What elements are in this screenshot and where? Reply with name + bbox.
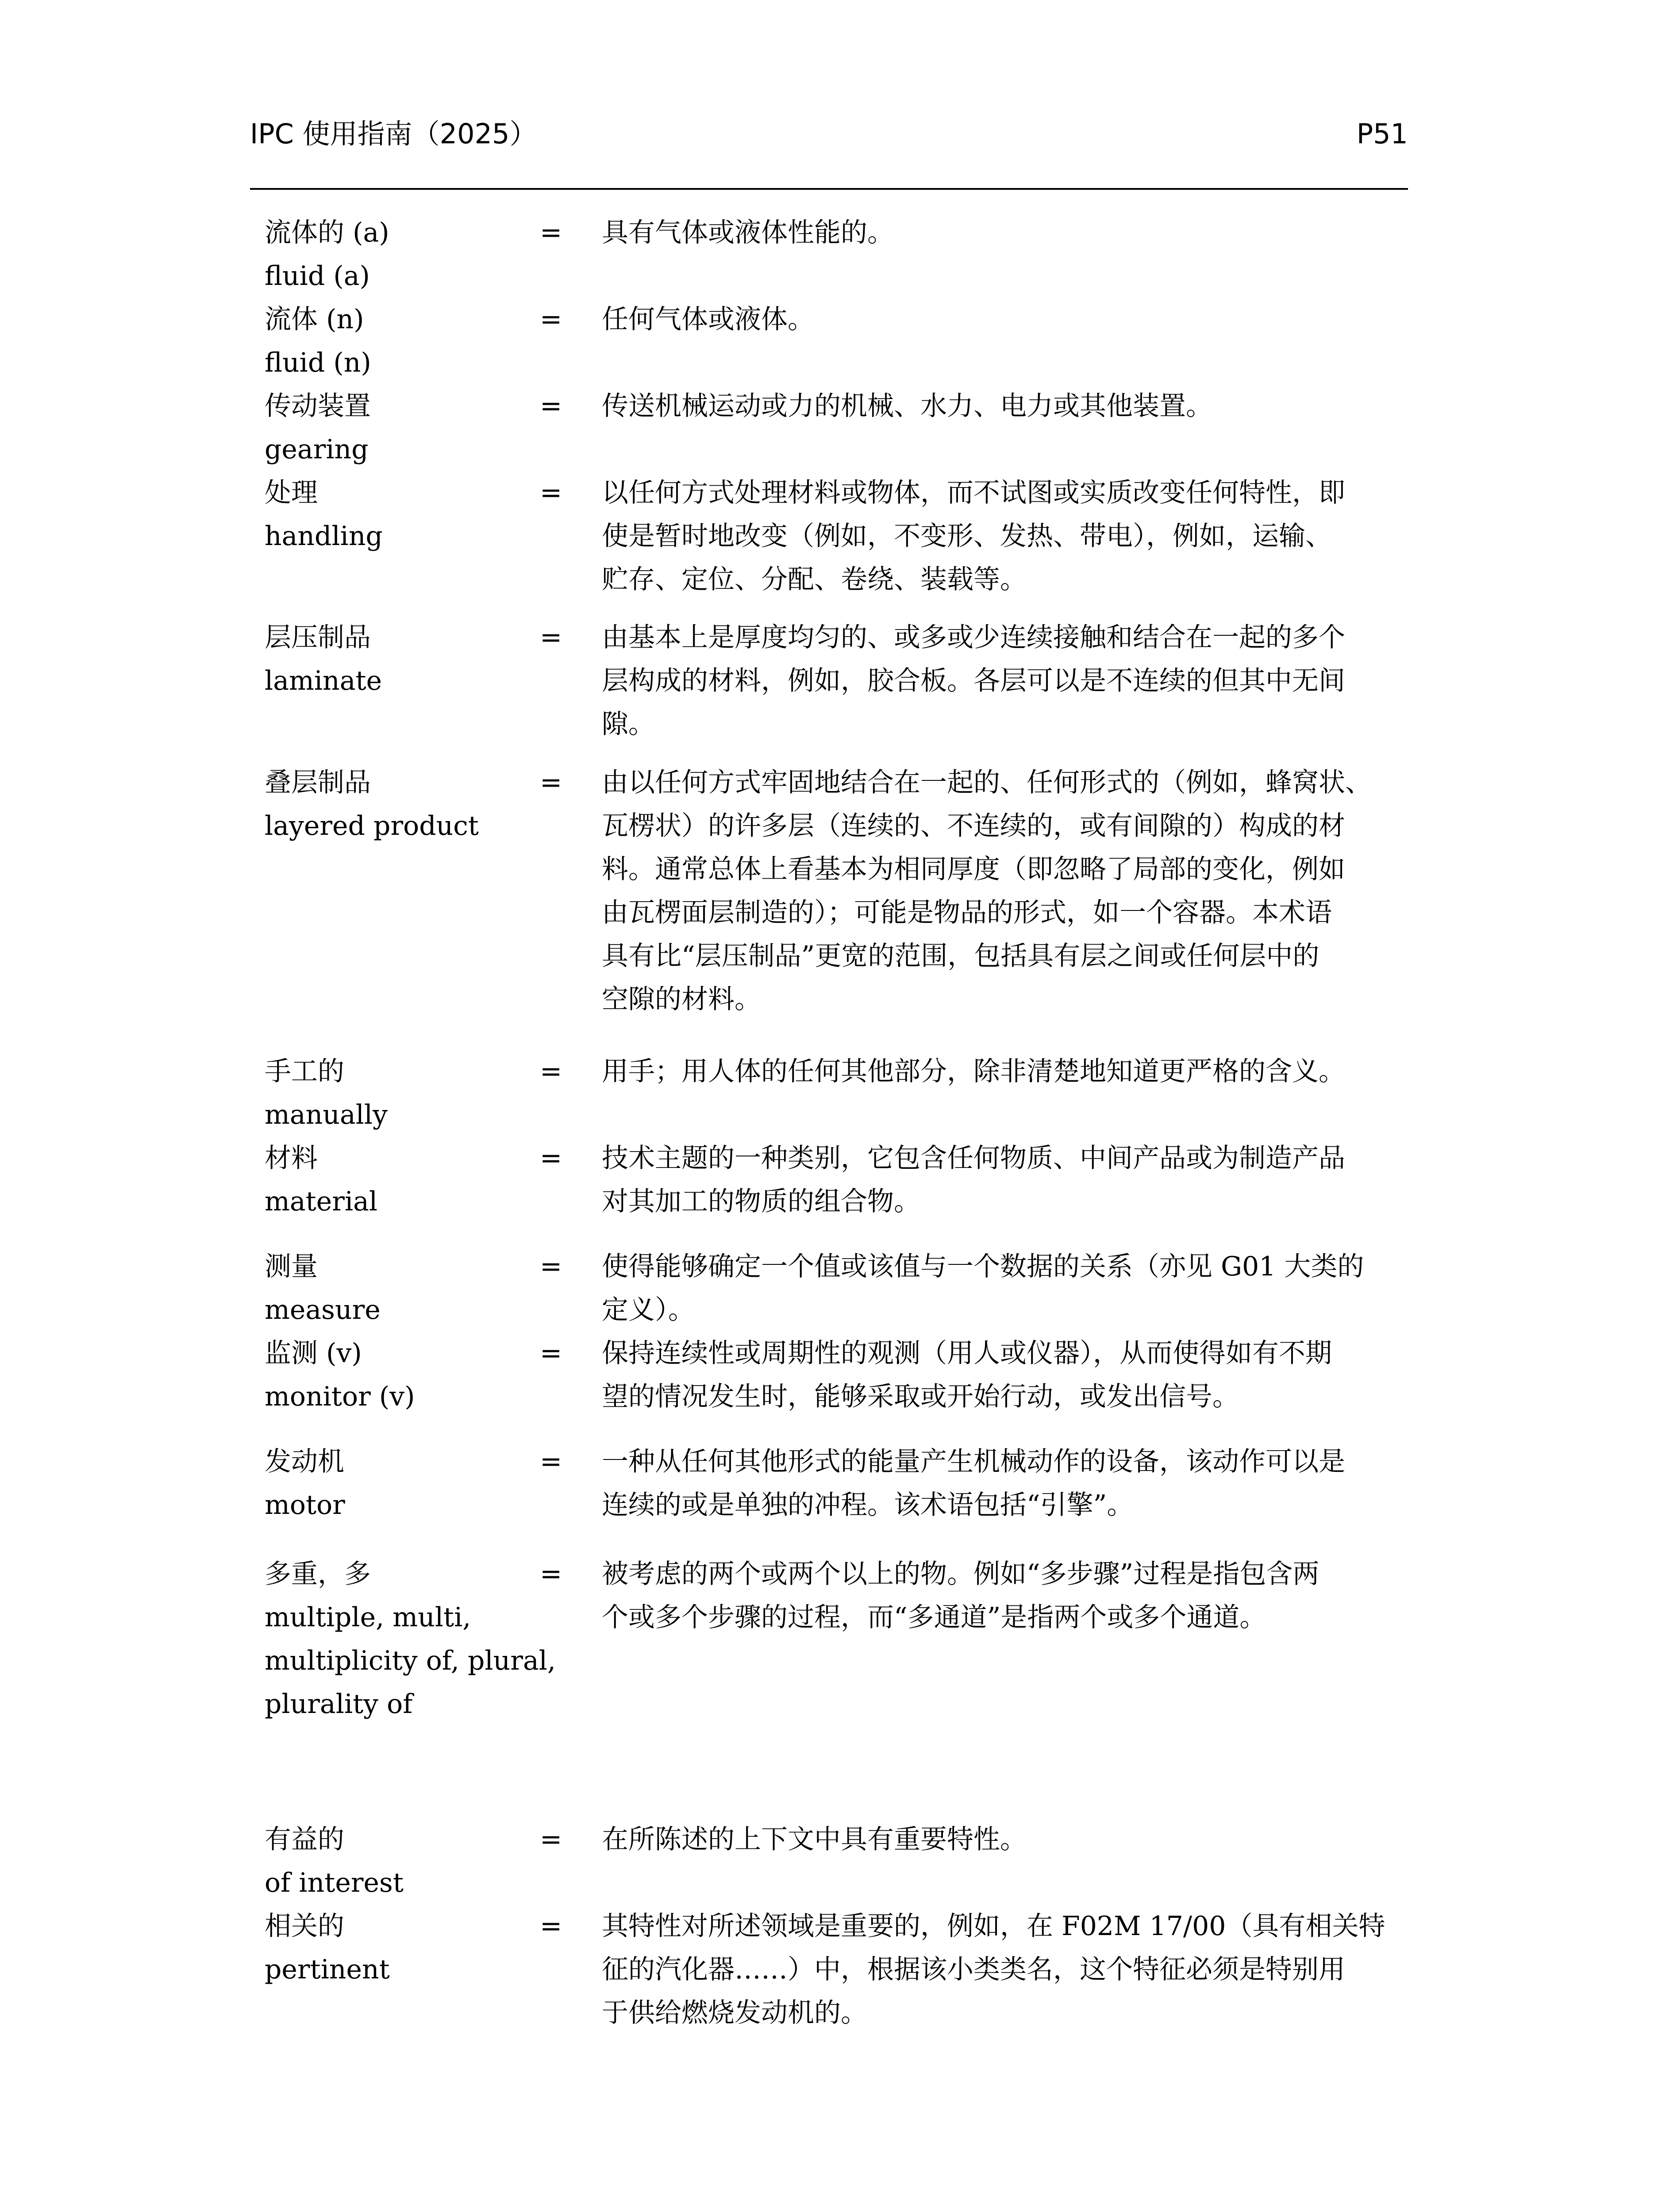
term (265, 1440, 530, 1527)
term (265, 616, 530, 703)
page-number: P51 (1356, 118, 1408, 150)
definition (602, 1440, 1398, 1527)
definition-line: 由以任何方式牢固地结合在一起的、任何形式的（例如，蜂窝状、 (602, 767, 1372, 798)
term (265, 1905, 530, 1991)
definition (602, 1552, 1398, 1639)
equals-sign: = (540, 304, 562, 335)
term-zh: 传动装置 (265, 391, 371, 422)
definition-line: 瓦楞状）的许多层（连续的、不连续的，或有间隙的）构成的材 (602, 810, 1345, 841)
term-en: plurality of (265, 1689, 413, 1720)
definition-line: 保持连续性或周期性的观测（用人或仪器），从而使得如有不期 (602, 1338, 1332, 1369)
term (265, 1050, 530, 1137)
definition-line: 一种从任何其他形式的能量产生机械动作的设备，该动作可以是 (602, 1446, 1345, 1477)
equals-sign: = (540, 1446, 562, 1477)
term-zh: 层压制品 (265, 622, 371, 653)
definition (602, 298, 1398, 341)
definition-line: 使得能够确定一个值或该值与一个数据的关系（亦见 G01 大类的 (602, 1251, 1364, 1282)
term-en: measure (265, 1294, 381, 1325)
term-en: layered product (265, 810, 479, 841)
term (265, 761, 530, 848)
term-en: motor (265, 1490, 345, 1521)
definition-line: 望的情况发生时，能够采取或开始行动，或发出信号。 (602, 1381, 1239, 1412)
term-en: fluid (a) (265, 261, 370, 292)
definition (602, 616, 1398, 746)
definition-line: 对其加工的物质的组合物。 (602, 1186, 920, 1217)
definition (602, 471, 1398, 601)
term-zh: 流体 (n) (265, 304, 364, 335)
term-en: fluid (n) (265, 347, 371, 378)
equals-sign: = (540, 217, 562, 248)
term-zh: 手工的 (265, 1056, 344, 1087)
term-en: material (265, 1186, 378, 1217)
term (265, 1818, 530, 1905)
equals-sign: = (540, 1056, 562, 1087)
definition-line: 定义）。 (602, 1294, 695, 1325)
definition-line: 传送机械运动或力的机械、水力、电力或其他装置。 (602, 391, 1212, 422)
equals-sign: = (540, 1824, 562, 1855)
definition-line: 其特性对所述领域是重要的，例如，在 F02M 17/00（具有相关特 (602, 1911, 1385, 1942)
definition (602, 1905, 1398, 2035)
definition-line: 于供给燃烧发动机的。 (602, 1997, 867, 2028)
term-en: handling (265, 521, 383, 552)
equals-sign: = (540, 1911, 562, 1942)
definition-line: 连续的或是单独的冲程。该术语包括“引擎”。 (602, 1490, 1134, 1521)
term (265, 1245, 530, 1332)
definition (602, 1137, 1398, 1223)
definition-line: 隙。 (602, 709, 655, 740)
term-zh: 叠层制品 (265, 767, 371, 798)
definition (602, 1332, 1398, 1418)
definition (602, 761, 1398, 1021)
equals-sign: = (540, 1338, 562, 1369)
term (265, 1552, 556, 1726)
term-zh: 材料 (265, 1143, 318, 1174)
header-title: IPC 使用指南（2025） (250, 118, 537, 150)
term-en: monitor (v) (265, 1381, 415, 1412)
definition-line: 技术主题的一种类别，它包含任何物质、中间产品或为制造产品 (602, 1143, 1345, 1174)
definition-line: 使是暂时地改变（例如，不变形、发热、带电），例如，运输、 (602, 521, 1332, 552)
term-en: gearing (265, 434, 369, 465)
definition-line: 任何气体或液体。 (602, 304, 814, 335)
definition (602, 1818, 1398, 1861)
definition-line: 个或多个步骤的过程，而“多通道”是指两个或多个通道。 (602, 1602, 1266, 1633)
term-zh: 发动机 (265, 1446, 344, 1477)
term-en: of interest (265, 1867, 404, 1898)
term-zh: 监测 (v) (265, 1338, 362, 1369)
term-en: multiple, multi, (265, 1602, 471, 1633)
equals-sign: = (540, 477, 562, 508)
definition (602, 1050, 1398, 1093)
term (265, 471, 530, 558)
term-zh: 相关的 (265, 1911, 344, 1942)
definition-line: 由基本上是厚度均匀的、或多或少连续接触和结合在一起的多个 (602, 622, 1345, 653)
equals-sign: = (540, 1251, 562, 1282)
term-zh: 多重，多 (265, 1559, 371, 1590)
term-en: pertinent (265, 1954, 390, 1985)
term (265, 1137, 530, 1223)
term (265, 211, 530, 298)
definition-line: 具有比“层压制品”更宽的范围，包括具有层之间或任何层中的 (602, 941, 1319, 972)
term-zh: 处理 (265, 477, 318, 508)
term (265, 384, 530, 471)
term-en: laminate (265, 665, 382, 696)
term-en: multiplicity of, plural, (265, 1645, 556, 1676)
term-zh: 测量 (265, 1251, 318, 1282)
definition-line: 以任何方式处理材料或物体，而不试图或实质改变任何特性，即 (602, 477, 1345, 508)
term-zh: 流体的 (a) (265, 217, 389, 248)
definition-line: 具有气体或液体性能的。 (602, 217, 894, 248)
definition (602, 1245, 1398, 1332)
equals-sign: = (540, 1143, 562, 1174)
definition-line: 在所陈述的上下文中具有重要特性。 (602, 1824, 1027, 1855)
definition-line: 料。通常总体上看基本为相同厚度（即忽略了局部的变化，例如 (602, 854, 1345, 885)
header-divider (250, 188, 1408, 190)
equals-sign: = (540, 1559, 562, 1590)
term (265, 1332, 530, 1418)
definition-line: 由瓦楞面层制造的）；可能是物品的形式，如一个容器。本术语 (602, 897, 1332, 928)
definition-line: 贮存、定位、分配、卷绕、装载等。 (602, 564, 1027, 595)
equals-sign: = (540, 391, 562, 422)
page-header (250, 114, 1408, 154)
equals-sign: = (540, 767, 562, 798)
definition (602, 384, 1398, 428)
term-en: manually (265, 1099, 388, 1130)
equals-sign: = (540, 622, 562, 653)
definition-line: 征的汽化器……）中，根据该小类类名，这个特征必须是特别用 (602, 1954, 1345, 1985)
term-zh: 有益的 (265, 1824, 344, 1855)
definition-line: 用手；用人体的任何其他部分，除非清楚地知道更严格的含义。 (602, 1056, 1345, 1087)
term (265, 298, 530, 384)
definition (602, 211, 1398, 254)
definition-line: 空隙的材料。 (602, 984, 761, 1015)
definition-line: 被考虑的两个或两个以上的物。例如“多步骤”过程是指包含两 (602, 1559, 1319, 1590)
definition-line: 层构成的材料，例如，胶合板。各层可以是不连续的但其中无间 (602, 665, 1345, 696)
